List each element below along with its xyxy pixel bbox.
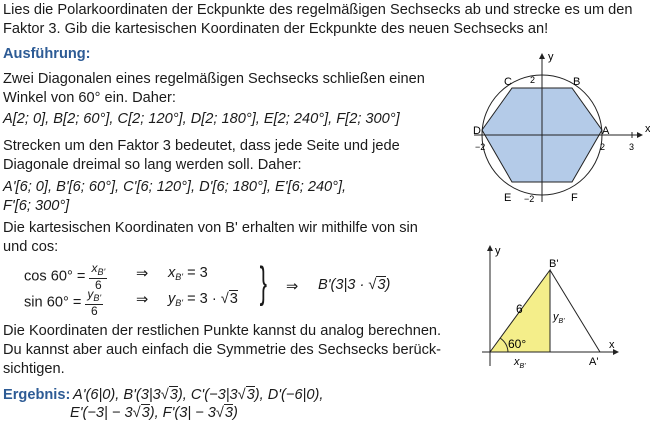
y-axis-label: y: [548, 51, 554, 63]
vertex-e: E: [504, 192, 512, 204]
sin-arrow: ⇒: [136, 292, 149, 308]
vertex-a: A: [602, 125, 610, 137]
result-line-1: A'(6|0), B'(3|3√3), C'(−3|3√3), D'(−6|0),: [73, 387, 324, 403]
a-prime-label: A': [589, 356, 599, 368]
b-prime-result: B'(3|3 · √3): [318, 277, 391, 293]
text-line-8: Die kartesischen Koordinaten von B' erhalten wir mithilfe von sin: [3, 220, 418, 236]
sin-result: $y_{B'} = 3 \cdot √3$: [168, 291, 238, 308]
sqrt-sign: √: [220, 291, 229, 307]
task-line-2: Faktor 3. Gib die kartesischen Koordinaten der Eckpunkte des neuen Sechsecks an!: [3, 21, 549, 37]
text-line-2: Winkel von 60° ein. Daher:: [3, 90, 176, 106]
vertex-b: B: [573, 76, 581, 88]
x-axis-label: x: [645, 123, 650, 135]
cos-arrow: ⇒: [136, 266, 149, 282]
right-brace: }: [259, 258, 268, 307]
result-arrow: ⇒: [286, 279, 299, 295]
section-heading: Ausführung:: [3, 46, 91, 62]
tick-neg2-bottom: −2: [524, 194, 535, 204]
tick-3-label: 3: [629, 142, 635, 152]
vertex-f: F: [571, 192, 578, 204]
y-axis-label-2: y: [495, 245, 501, 257]
text-line-4: Strecken um den Faktor 3 bedeutet, dass jede Seite und jede: [3, 138, 400, 154]
cos-equation: cos 60° = $\frac{x_{B'}}{6}$: [24, 261, 106, 292]
x-axis-label-2: x: [609, 339, 615, 351]
text-line-9: und cos:: [3, 239, 59, 255]
tick-2-right: 2: [600, 142, 606, 152]
y-leg-label: $y_{B'}$: [553, 311, 565, 325]
text-line-5: Diagonale dreimal so lang werden soll. Daher:: [3, 157, 302, 173]
sin-fraction: $\frac{y_{B'}}{6}$: [87, 287, 102, 318]
result-line-2: E'(−3| − 3√3), F'(3| − 3√3): [70, 405, 238, 421]
text-line-1: Zwei Diagonalen eines regelmäßigen Sechsecks schließen einen: [3, 71, 425, 87]
end-line-2: Du kannst aber auch einfach die Symmetrie des Sechsecks berück-: [3, 342, 442, 358]
sin-equation: sin 60° = $\frac{y_{B'}}{6}$: [24, 287, 102, 318]
cos-fraction: $\frac{x_{B'}}{6}$: [91, 261, 106, 292]
polar-coordinates-new-1: A'[6; 0], B'[6; 60°], C'[6; 120°], D'[6; 180°], E'[6; 240°],: [3, 179, 347, 195]
b-prime-label: B': [549, 258, 559, 270]
polar-coordinates-original: A[2; 0], B[2; 60°], C[2; 120°], D[2; 180°], E[2; 240°], F[2; 300°]: [3, 111, 400, 127]
vertex-d: D: [473, 125, 481, 137]
triangle-figure: [478, 242, 628, 372]
task-line-1: Lies die Polarkoordinaten der Eckpunkte des regelmäßigen Sechsecks ab und strecke es um den: [3, 2, 633, 18]
x-leg-label: $x_{B'}$: [514, 356, 526, 370]
hypotenuse-label: 6: [516, 302, 523, 316]
cos-result: $x_{B'} = 3$: [168, 265, 208, 282]
tick-2-top: 2: [530, 75, 536, 85]
end-line-1: Die Koordinaten der restlichen Punkte kannst du analog berechnen.: [3, 323, 442, 339]
result-label: Ergebnis:: [3, 387, 71, 403]
tick-neg2-left: −2: [475, 142, 486, 152]
polar-coordinates-new-2: F'[6; 300°]: [3, 198, 70, 214]
end-line-3: sichtigen.: [3, 361, 65, 377]
vertex-c: C: [504, 76, 512, 88]
angle-label: 60°: [508, 337, 527, 351]
hexagon-figure: [470, 48, 650, 208]
